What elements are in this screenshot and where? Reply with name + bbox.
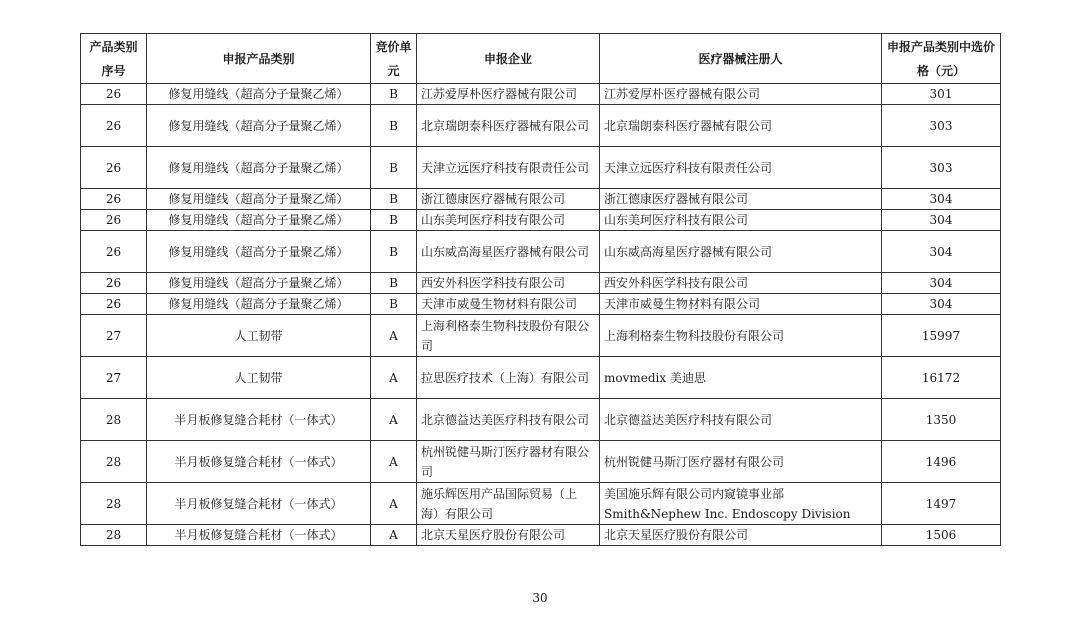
cell-seq: 26 <box>81 210 147 231</box>
cell-category: 半月板修复缝合耗材（一体式） <box>147 483 371 525</box>
cell-company: 北京天星医疗股份有限公司 <box>417 525 600 546</box>
header-product-category: 申报产品类别 <box>147 34 371 84</box>
cell-seq: 26 <box>81 147 147 189</box>
cell-seq: 26 <box>81 231 147 273</box>
cell-unit: B <box>371 189 417 210</box>
cell-registrant: 天津立远医疗科技有限责任公司 <box>600 147 882 189</box>
cell-registrant: 上海利格泰生物科技股份有限公司 <box>600 315 882 357</box>
cell-unit: B <box>371 294 417 315</box>
cell-unit: A <box>371 399 417 441</box>
cell-category: 修复用缝线（超高分子量聚乙烯） <box>147 147 371 189</box>
cell-registrant: 北京天星医疗股份有限公司 <box>600 525 882 546</box>
cell-price: 1496 <box>882 441 1001 483</box>
cell-company: 上海利格泰生物科技股份有限公司 <box>417 315 600 357</box>
cell-price: 304 <box>882 294 1001 315</box>
cell-category: 修复用缝线（超高分子量聚乙烯） <box>147 231 371 273</box>
cell-registrant: 美国施乐辉有限公司内窥镜事业部 Smith&Nephew Inc. Endoscopy Division <box>600 483 882 525</box>
header-bid-unit: 竞价单元 <box>371 34 417 84</box>
table-row <box>81 294 1001 315</box>
header-price: 申报产品类别中选价格（元） <box>882 34 1001 84</box>
cell-price: 16172 <box>882 357 1001 399</box>
cell-seq: 28 <box>81 399 147 441</box>
cell-company: 西安外科医学科技有限公司 <box>417 273 600 294</box>
header-registrant: 医疗器械注册人 <box>600 34 882 84</box>
cell-registrant: 天津市威曼生物材料有限公司 <box>600 294 882 315</box>
cell-company: 杭州锐健马斯汀医疗器材有限公司 <box>417 441 600 483</box>
cell-company: 天津立远医疗科技有限责任公司 <box>417 147 600 189</box>
table-row <box>81 483 1001 525</box>
cell-seq: 28 <box>81 525 147 546</box>
bid-results-table <box>80 33 1001 546</box>
cell-registrant: 北京德益达美医疗科技有限公司 <box>600 399 882 441</box>
cell-category: 修复用缝线（超高分子量聚乙烯） <box>147 273 371 294</box>
cell-price: 304 <box>882 231 1001 273</box>
cell-unit: A <box>371 483 417 525</box>
cell-category: 人工韧带 <box>147 357 371 399</box>
table-row <box>81 147 1001 189</box>
cell-unit: B <box>371 273 417 294</box>
cell-price: 304 <box>882 273 1001 294</box>
cell-company: 施乐辉医用产品国际贸易（上海）有限公司 <box>417 483 600 525</box>
cell-category: 人工韧带 <box>147 315 371 357</box>
table-row <box>81 189 1001 210</box>
table-row <box>81 273 1001 294</box>
cell-registrant: 西安外科医学科技有限公司 <box>600 273 882 294</box>
cell-seq: 26 <box>81 84 147 105</box>
cell-price: 303 <box>882 147 1001 189</box>
cell-price: 1350 <box>882 399 1001 441</box>
cell-registrant: 山东美珂医疗科技有限公司 <box>600 210 882 231</box>
cell-unit: A <box>371 441 417 483</box>
table-row <box>81 399 1001 441</box>
cell-seq: 26 <box>81 189 147 210</box>
cell-category: 半月板修复缝合耗材（一体式） <box>147 399 371 441</box>
cell-seq: 27 <box>81 315 147 357</box>
cell-price: 301 <box>882 84 1001 105</box>
cell-unit: B <box>371 84 417 105</box>
cell-registrant: movmedix 美迪思 <box>600 357 882 399</box>
table-header-row <box>81 34 1001 84</box>
table-row <box>81 210 1001 231</box>
page-number: 30 <box>532 591 548 605</box>
cell-company: 北京德益达美医疗科技有限公司 <box>417 399 600 441</box>
cell-price: 15997 <box>882 315 1001 357</box>
cell-company: 江苏爱厚朴医疗器械有限公司 <box>417 84 600 105</box>
cell-category: 修复用缝线（超高分子量聚乙烯） <box>147 294 371 315</box>
cell-price: 304 <box>882 189 1001 210</box>
header-company: 申报企业 <box>417 34 600 84</box>
cell-category: 修复用缝线（超高分子量聚乙烯） <box>147 210 371 231</box>
cell-unit: B <box>371 105 417 147</box>
cell-registrant: 山东威高海星医疗器械有限公司 <box>600 231 882 273</box>
cell-company: 天津市威曼生物材料有限公司 <box>417 294 600 315</box>
cell-price: 304 <box>882 210 1001 231</box>
cell-category: 半月板修复缝合耗材（一体式） <box>147 525 371 546</box>
cell-category: 半月板修复缝合耗材（一体式） <box>147 441 371 483</box>
cell-unit: B <box>371 231 417 273</box>
table-row <box>81 525 1001 546</box>
cell-seq: 27 <box>81 357 147 399</box>
cell-seq: 28 <box>81 441 147 483</box>
table-row <box>81 231 1001 273</box>
cell-seq: 28 <box>81 483 147 525</box>
cell-unit: A <box>371 525 417 546</box>
cell-category: 修复用缝线（超高分子量聚乙烯） <box>147 189 371 210</box>
table-row <box>81 441 1001 483</box>
table-row <box>81 357 1001 399</box>
cell-category: 修复用缝线（超高分子量聚乙烯） <box>147 105 371 147</box>
cell-registrant: 江苏爱厚朴医疗器械有限公司 <box>600 84 882 105</box>
cell-registrant: 浙江德康医疗器械有限公司 <box>600 189 882 210</box>
table-row <box>81 315 1001 357</box>
table-body <box>81 84 1001 546</box>
cell-seq: 26 <box>81 294 147 315</box>
cell-price: 1506 <box>882 525 1001 546</box>
cell-company: 山东美珂医疗科技有限公司 <box>417 210 600 231</box>
cell-price: 303 <box>882 105 1001 147</box>
cell-company: 拉思医疗技术（上海）有限公司 <box>417 357 600 399</box>
cell-unit: A <box>371 357 417 399</box>
cell-unit: B <box>371 147 417 189</box>
cell-unit: A <box>371 315 417 357</box>
cell-category: 修复用缝线（超高分子量聚乙烯） <box>147 84 371 105</box>
cell-unit: B <box>371 210 417 231</box>
header-category-seq: 产品类别序号 <box>81 34 147 84</box>
cell-registrant: 北京瑞朗泰科医疗器械有限公司 <box>600 105 882 147</box>
table-row <box>81 105 1001 147</box>
cell-company: 山东威高海星医疗器械有限公司 <box>417 231 600 273</box>
cell-company: 浙江德康医疗器械有限公司 <box>417 189 600 210</box>
cell-seq: 26 <box>81 273 147 294</box>
cell-company: 北京瑞朗泰科医疗器械有限公司 <box>417 105 600 147</box>
table-row <box>81 84 1001 105</box>
cell-registrant: 杭州锐健马斯汀医疗器材有限公司 <box>600 441 882 483</box>
cell-price: 1497 <box>882 483 1001 525</box>
cell-seq: 26 <box>81 105 147 147</box>
